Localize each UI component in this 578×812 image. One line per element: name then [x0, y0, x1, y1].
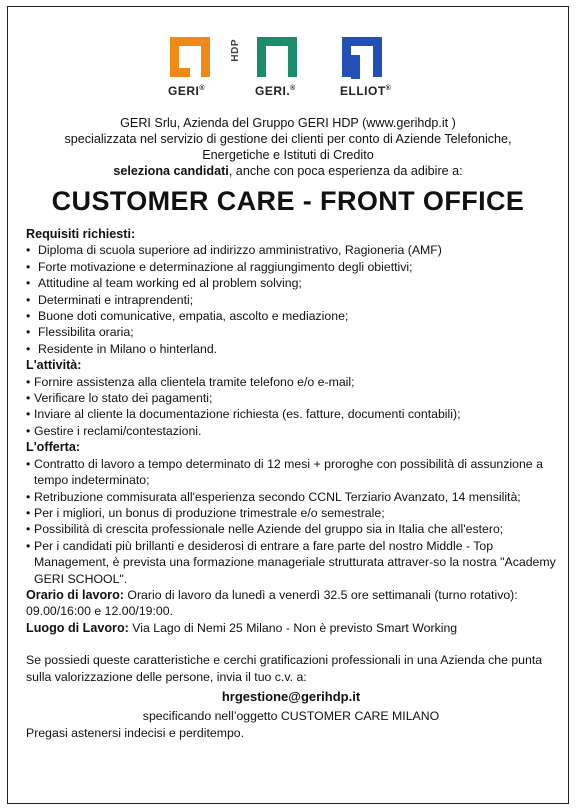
list-item: • Per i migliori, un bonus di produzione trimestrale e/o semestrale;	[26, 505, 556, 521]
ad-body	[26, 226, 556, 741]
orario-text: Orario di lavoro da lunedì a venerdì 32.5 ore settimanali (turno rotativo): 09.00/16:00 e 12.00/19:00.	[26, 587, 518, 619]
elliot-logo-text: ELLIOT®	[340, 84, 392, 98]
intro	[8, 115, 568, 179]
geri-logo-text: GERI®	[168, 84, 206, 98]
requisiti-title: Requisiti richiesti:	[26, 227, 136, 241]
hdp-label: HDP	[230, 39, 241, 62]
list-item: • Retribuzione commisurata all'esperienza secondo CCNL Terziario Avanzato, 14 mensilità;	[26, 489, 556, 505]
logo-row	[8, 35, 568, 107]
intro-line-1: GERI Srlu, Azienda del Gruppo GERI HDP (www.gerihdp.it )	[120, 116, 456, 130]
geri-logo	[168, 35, 240, 105]
list-item: • Verificare lo stato dei pagamenti;	[26, 390, 556, 406]
geri-logo-mark	[168, 35, 212, 79]
offerta-title: L'offerta:	[26, 440, 81, 455]
list-item: • Diploma di scuola superiore ad indirizzo amministrativo, Ragioneria (AMF)	[26, 242, 556, 258]
closing-text: Se possiedi queste caratteristiche e cerchi gratificazioni professionali in una Azienda che punta sulla valorizzazione delle persone, invia il tuo c.v. a:	[26, 653, 543, 684]
list-item: • Per i candidati più brillanti e desiderosi di entrare a fare parte del nostro Middle - Top Management, è prevista una formazione manageriale strutturata attraver-so la nostra "Academy GERI SCHOOL".	[26, 538, 556, 587]
requisiti-list	[26, 242, 556, 357]
list-item: • Determinati e intraprendenti;	[26, 292, 556, 308]
luogo-text: Via Lago di Nemi 25 Milano - Non è previsto Smart Working	[128, 620, 458, 635]
intro-highlight: seleziona candidati	[113, 164, 229, 178]
offerta-list	[26, 456, 556, 587]
attivita-title: L'attività:	[26, 358, 82, 373]
list-item: • Gestire i reclami/contestazioni.	[26, 423, 556, 439]
geri-green-logo-mark	[255, 35, 299, 79]
list-item: • Possibilità di crescita professionale nelle Aziende del gruppo sia in Italia che all'estero;	[26, 521, 556, 537]
disclaimer: Pregasi astenersi indecisi e perditempo.	[26, 725, 245, 740]
orario	[26, 587, 556, 620]
job-title: CUSTOMER CARE - FRONT OFFICE	[51, 186, 525, 216]
list-item: • Forte motivazione e determinazione al raggiungimento degli obiettivi;	[26, 259, 556, 275]
geri-green-logo-text: GERI.®	[255, 84, 296, 98]
list-item: • Fornire assistenza alla clientela tramite telefono e/o e-mail;	[26, 374, 556, 390]
geri-green-logo	[255, 35, 327, 105]
luogo-label: Luogo di Lavoro:	[26, 620, 129, 635]
list-item: • Buone doti comunicative, empatia, ascolto e mediazione;	[26, 308, 556, 324]
elliot-logo	[340, 35, 412, 105]
attivita-list	[26, 374, 556, 440]
intro-line-4: seleziona candidati, anche con poca esperienza da adibire a:	[113, 164, 463, 178]
list-item: • Residente in Milano o hinterland.	[26, 341, 556, 357]
intro-line-2: specializzata nel servizio di gestione dei clienti per conto di Aziende Telefoniche,	[64, 132, 512, 146]
list-item: • Attitudine al team working ed al problem solving;	[26, 275, 556, 291]
intro-line-3: Energetiche e Istituti di Credito	[202, 148, 374, 162]
job-ad	[7, 6, 569, 804]
luogo	[26, 620, 556, 636]
orario-label: Orario di lavoro:	[26, 587, 124, 602]
subject-note: specificando nell’oggetto CUSTOMER CARE MILANO	[142, 709, 440, 724]
list-item: • Inviare al cliente la documentazione richiesta (es. fatture, documenti contabili);	[26, 406, 556, 422]
contact-email[interactable]: hrgestione@gerihdp.it	[221, 688, 361, 704]
elliot-logo-mark	[340, 35, 384, 79]
list-item: • Contratto di lavoro a tempo determinato di 12 mesi + proroghe con possibilità di assunzione a tempo indeterminato;	[26, 456, 556, 489]
list-item: • Flessibilita oraria;	[26, 324, 556, 340]
